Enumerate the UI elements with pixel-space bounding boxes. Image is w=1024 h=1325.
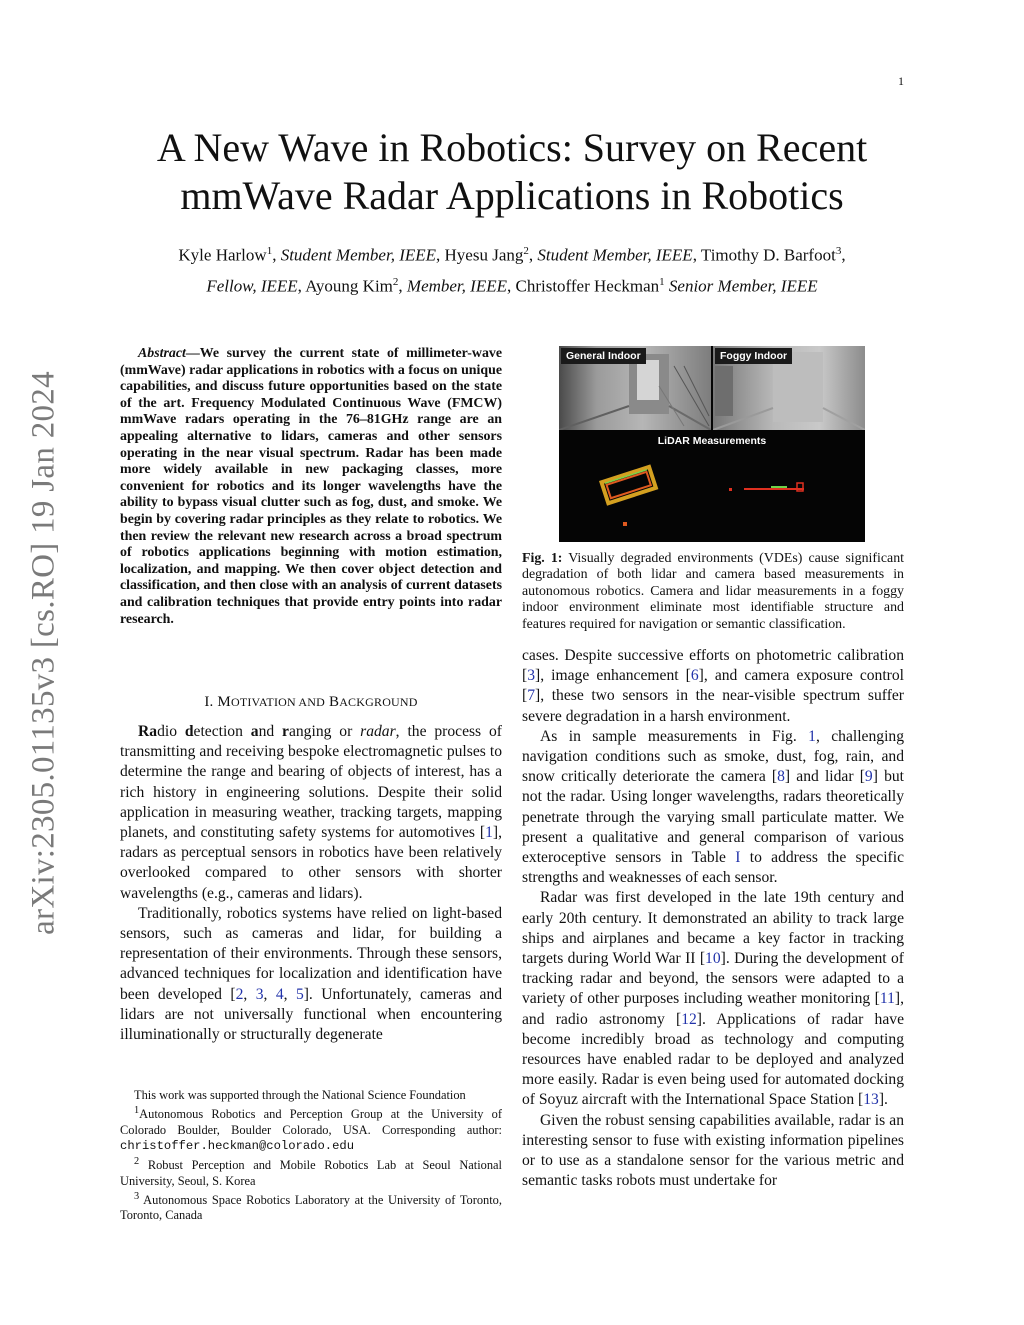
citation-link[interactable]: 8 xyxy=(777,768,785,786)
title-line-2: mmWave Radar Applications in Robotics xyxy=(180,173,844,218)
label-foggy-indoor: Foggy Indoor xyxy=(715,348,792,364)
footnotes xyxy=(120,1088,502,1224)
author-name: Timothy D. Barfoot xyxy=(700,245,836,265)
footnote: $^2$ Robust Perception and Mobile Robotics Lab at Seoul National University, Seoul, S. Korea xyxy=(120,1156,502,1188)
citation-link[interactable]: 11 xyxy=(879,990,895,1008)
paragraph: Radio detection and ranging or radar, the process of transmitting and receiving bespoke electromagnetic pulses to determine the range and bearing of objects of interest, has a rich history in engineering solutions. Despite their solid application in measuring weather, tracking targets, mapping planets, and constituting safety systems for automotives [1], radars as perceptual sensors in robotics have been relatively overlooked compared to other sensors with shorter wavelengths (e.g., cameras and lidars). xyxy=(120,723,502,902)
abstract-text: —We survey the current state of millimeter-wave (mmWave) radar applications in robotics with a focus on unique capabilities, and discuss future opportunities based on the state of the art. Frequency Modulated Continuous Wave (FMCW) mmWave radars operating in the 76–81GHz range are an appealing alternative to lidars, cameras and other sensors operating in the near visual spectrum. Radar has been made more widely available in new packaging classes, more convenient for robotics and its longer wavelengths have the ability to bypass visual clutter such as fog, dust, and smoke. We begin by covering radar principles as they relate to robotics. We then review the relevant new research across a broad spectrum of robotics applications beginning with motion estimation, localization, and mapping. We then cover object detection and classification, and then close with an analysis of current datasets and calibration techniques that provide entry points into radar research. xyxy=(120,346,502,627)
caption-label: Fig. 1: xyxy=(522,551,563,566)
author-role: Senior Member, IEEE xyxy=(668,276,818,296)
figure-1-caption xyxy=(522,551,904,633)
author-role: Student Member, IEEE xyxy=(280,245,437,265)
paper-title xyxy=(100,124,924,220)
citation-link[interactable]: 5 xyxy=(295,985,304,1003)
author-line-1: Kyle Harlow$^1$, Student Member, IEEE, Hyesu Jang$^2$, Student Member, IEEE, Timothy D. Barfoot$^3$, xyxy=(178,245,846,265)
page-number: 1 xyxy=(898,74,904,88)
author-name: Hyesu Jang xyxy=(444,245,524,265)
paragraph: Radar was first developed in the late 19th century and early 20th century. It demonstrated an ability to track large ships and airplanes and became a key factor in tracking targets during World War II [10]. During the development of tracking radar and beyond, the sensors were adapted to a variety of other purposes including weather monitoring [11], and radio astronomy [12]. Applications of radar have become incredibly broad as technology and computing resources have enabled radar to be deployed and analyzed more easily. Radar is even being used for automated docking of Soyuz aircraft with the International Space Station [13]. xyxy=(522,889,904,1109)
arxiv-identifier: arXiv:2305.01135v3 [cs.RO] 19 Jan 2024 xyxy=(25,370,62,935)
table-link[interactable]: I xyxy=(735,849,741,867)
camera-image-foggy-indoor xyxy=(713,346,865,430)
footnote: $^1$Autonomous Robotics and Perception Group at the University of Colorado Boulder, Boulder Colorado, USA. Corresponding author: christoffer.heckman@colorado.edu xyxy=(120,1105,502,1154)
figure-link[interactable]: 1 xyxy=(808,727,816,745)
paragraph: cases. Despite successive efforts on photometric calibration [3], image enhancement [6], and camera exposure control [7], these two sensors in the near-visible spectrum suffer severe degradation in a harsh environment. xyxy=(522,647,905,725)
author-line-2: Fellow, IEEE, Ayoung Kim$^2$, Member, IEEE, Christoffer Heckman$^1$ Senior Member, IEEE xyxy=(206,275,818,296)
citation-link[interactable]: 3 xyxy=(255,985,264,1003)
section-heading: I. MOTIVATION AND BACKGROUND xyxy=(204,694,418,710)
abstract xyxy=(120,346,502,628)
email-link[interactable]: christoffer.heckman@colorado.edu xyxy=(120,1139,355,1154)
citation-link[interactable]: 9 xyxy=(864,768,873,786)
label-lidar-measurements: LiDAR Measurements xyxy=(657,435,767,447)
paragraph: Traditionally, robotics systems have relied on light-based sensors, such as cameras and lidar, for building a representation of their environments. Through these sensors, advanced techniques for localization and identification have been developed [2, 3, 4, 5]. Unfortunately, cameras and lidars are not universally functional when encountering illuminationally or structurally degenerate xyxy=(120,904,503,1044)
citation-link[interactable]: 2 xyxy=(235,985,244,1003)
label-general-indoor: General Indoor xyxy=(561,348,646,364)
citation-link[interactable]: 7 xyxy=(527,687,535,705)
lidar-point-clouds xyxy=(559,446,865,542)
author-role: Fellow, IEEE xyxy=(206,276,298,296)
right-body-text xyxy=(522,646,904,1191)
author-role: Student Member, IEEE xyxy=(537,245,693,265)
paragraph: As in sample measurements in Fig. 1, challenging navigation conditions such as smoke, dust, fog, rain, and snow critically deteriorate the camera [8] and lidar [9] but not the radar. Using longer wavelengths, radars theoretically penetrate through the varying small particulate matter. We present a qualitative and general comparison of various exteroceptive sensors in Table I to address the specific strengths and weaknesses of each sensor. xyxy=(522,727,905,887)
camera-image-general-indoor xyxy=(559,346,711,430)
citation-link[interactable]: 4 xyxy=(275,985,284,1003)
author-name: Ayoung Kim xyxy=(305,276,393,296)
author-name: Christoffer Heckman xyxy=(515,276,660,296)
citation-link[interactable]: 1 xyxy=(485,824,493,842)
citation-link[interactable]: 12 xyxy=(681,1010,697,1028)
figure-1-image xyxy=(559,346,865,542)
author-role: Member, IEEE xyxy=(406,276,507,296)
citation-link[interactable]: 13 xyxy=(863,1091,879,1109)
arxiv-sidebar xyxy=(22,360,66,945)
footnote: $^3$ Autonomous Space Robotics Laboratory at the University of Toronto, Toronto, Canada xyxy=(120,1191,502,1223)
citation-link[interactable]: 6 xyxy=(690,667,699,685)
citation-link[interactable]: 10 xyxy=(705,950,721,968)
paragraph: Given the robust sensing capabilities available, radar is an interesting sensor to fuse with existing information pipelines or to use as a standalone sensor for the various metric and semantic tasks robots must undertake for xyxy=(522,1111,904,1190)
author-name: Kyle Harlow xyxy=(178,245,267,265)
caption-text: Visually degraded environments (VDEs) cause significant degradation of both lidar and camera based measurements in autonomous robotics. Camera and lidar measurements in a foggy indoor environment eliminate most identifiable structure and features required for navigation or semantic classification. xyxy=(522,551,904,632)
citation-link[interactable]: 3 xyxy=(527,667,535,685)
left-body-text xyxy=(120,722,502,1045)
footnote: This work was supported through the National Science Foundation xyxy=(134,1088,466,1102)
author-list xyxy=(100,238,924,299)
abstract-label: Abstract xyxy=(138,346,186,361)
title-line-1: A New Wave in Robotics: Survey on Recent xyxy=(156,125,868,170)
